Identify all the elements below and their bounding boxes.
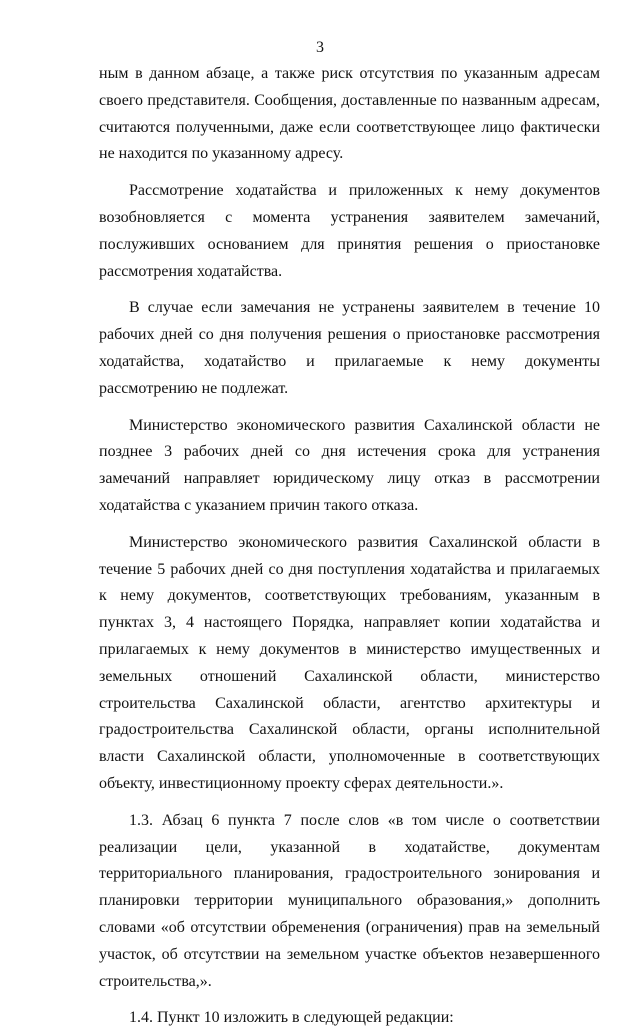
document-body (99, 61, 600, 1032)
paragraph-continuation: ным в данном абзаце, а также риск отсутствия по указанным адресам своего представителя. Сообщения, доставленные по названным адресам, считаются полученными, даже если соответствующее лицо фактически не находится по указанному адресу. (99, 65, 600, 163)
paragraph-resumption: Рассмотрение ходатайства и приложенных к нему документов возобновляется с момента устранения заявителем замечаний, послуживших основанием для принятия решения о приостановке рассмотрения ходатайства. (99, 182, 600, 280)
paragraph-amendment-1-4: 1.4. Пункт 10 изложить в следующей редакции: (129, 1009, 454, 1027)
paragraph-refusal: Министерство экономического развития Сахалинской области не позднее 3 рабочих дней со дня истечения срока для устранения замечаний направляет юридическому лицу отказ в рассмотрении ходатайства с указанием причин такого отказа. (99, 416, 600, 514)
paragraph-not-resolved: В случае если замечания не устранены заявителем в течение 10 рабочих дней со дня получения решения о приостановке рассмотрения ходатайства, ходатайство и прилагаемые к нему документы рассмотрению не подлежат. (99, 299, 600, 397)
paragraph-amendment-1-3: 1.3. Абзац 6 пункта 7 после слов «в том числе о соответствии реализации цели, указанной в ходатайстве, документам территориального планирования, градостроительного зонирования и планировки территории муниципального образования,» дополнить словами «об отсутствии обременения (ограничения) прав на земельный участок, об отсутствии на земельном участке объектов незавершенного строительства,». (99, 811, 600, 990)
page-number: 3 (316, 39, 324, 56)
paragraph-copies-sent: Министерство экономического развития Сахалинской области в течение 5 рабочих дней со дня поступления ходатайства и прилагаемых к нему документов, соответствующих требованиям, указанным в пунктах 3, 4 настоящего Порядка, направляет копии ходатайства и прилагаемых к нему документов в министерство имущественных и земельных отношений Сахалинской области, министерство строительства Сахалинской области, агентство архитектуры и градостроительства Сахалинской области, органы исполнительной власти Сахалинской области, уполномоченные в соответствующих объекту, инвестиционному проекту сферах деятельности.». (99, 533, 600, 792)
